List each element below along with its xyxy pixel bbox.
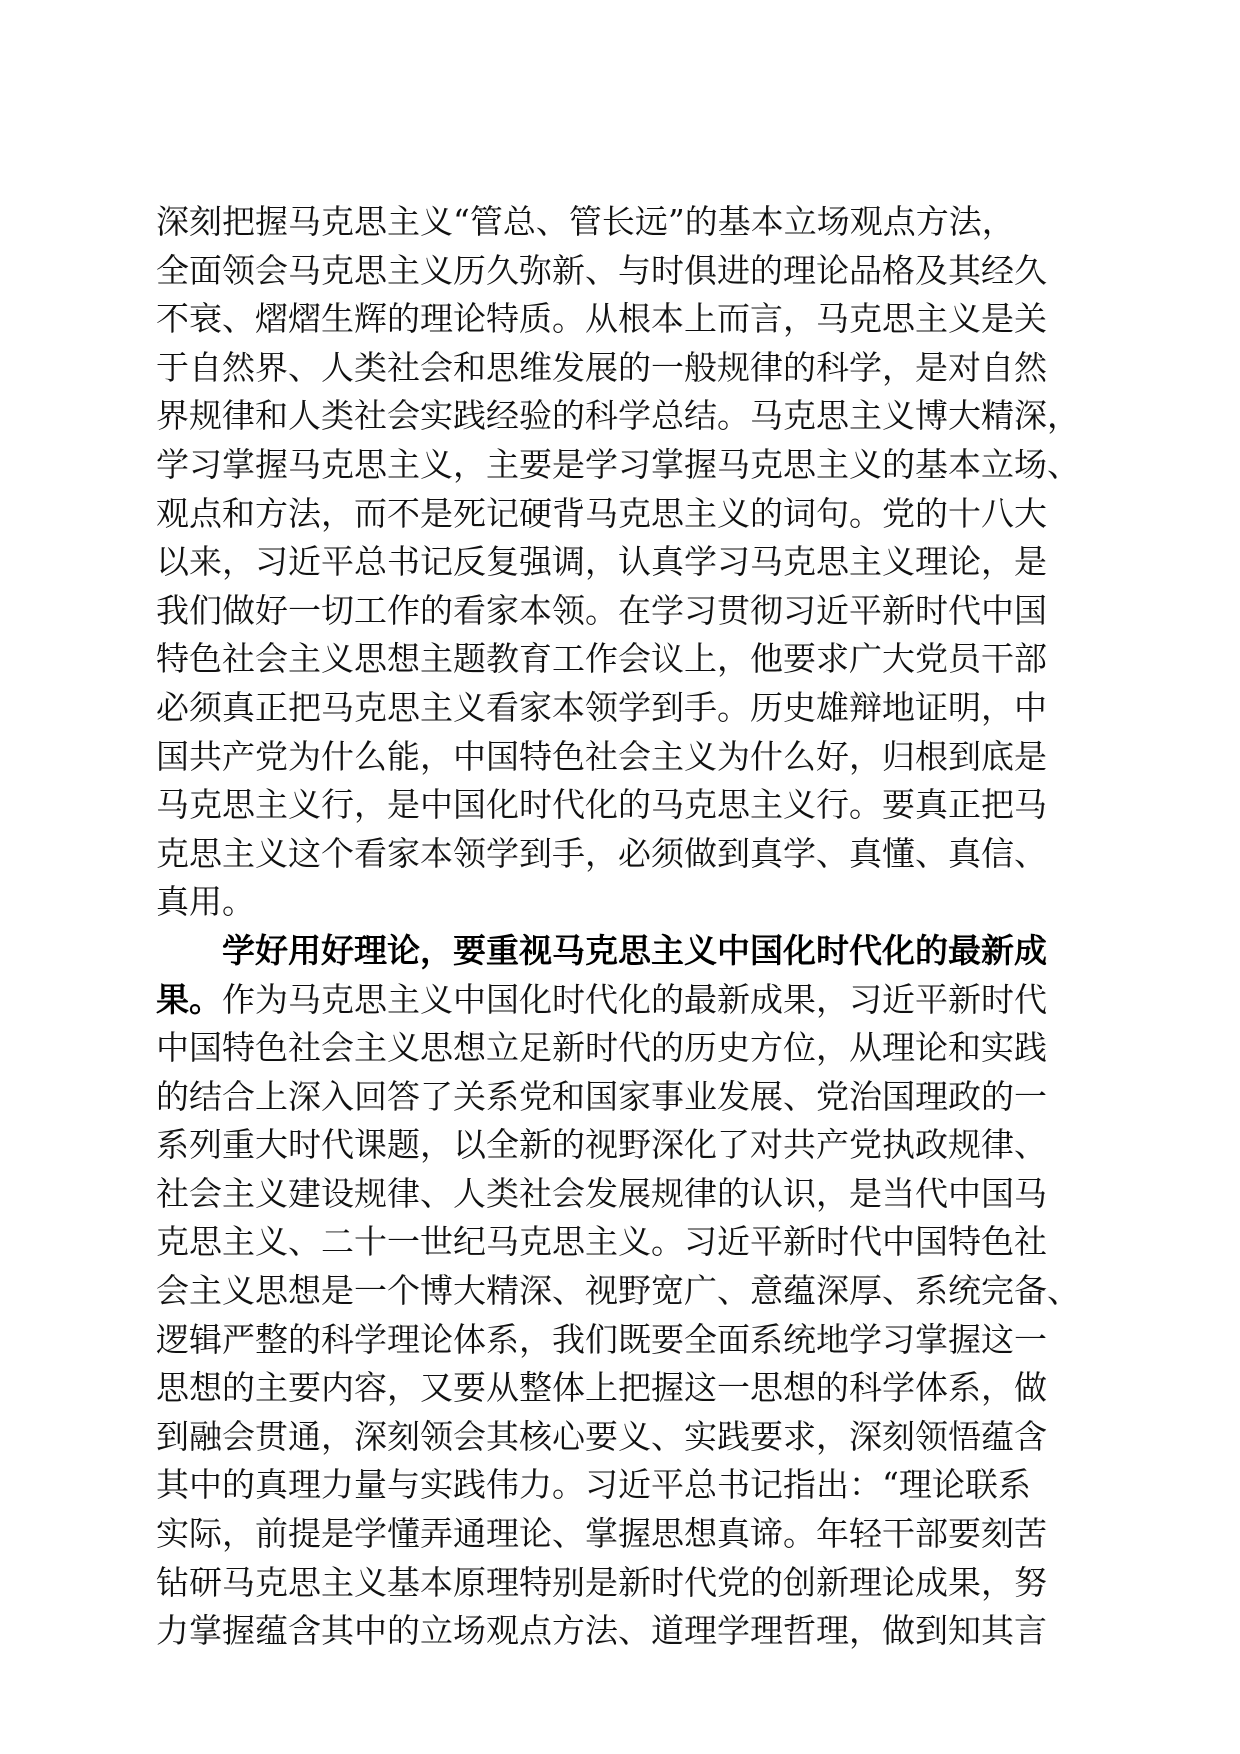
paragraph-heading-end: 果。 <box>156 979 222 1019</box>
text-line: 会主义思想是一个博大精深、视野宽广、意蕴深厚、系统完备、 <box>156 1271 1080 1311</box>
text-line: 其中的真理力量与实践伟力。习近平总书记指出：“理论联系 <box>156 1465 1031 1505</box>
text-line: 以来，习近平总书记反复强调，认真学习马克思主义理论，是 <box>156 542 1047 582</box>
text-line: 马克思主义行，是中国化时代化的马克思主义行。要真正把马 <box>156 785 1047 825</box>
text-line: 于自然界、人类社会和思维发展的一般规律的科学，是对自然 <box>156 347 1047 387</box>
paragraph-heading-line <box>156 927 1086 976</box>
text-line: 的结合上深入回答了关系党和国家事业发展、党治国理政的一 <box>156 1076 1047 1116</box>
text-line: 实际，前提是学懂弄通理论、掌握思想真谛。年轻干部要刻苦 <box>156 1514 1047 1554</box>
text-line: 真用。 <box>156 882 255 922</box>
text-line: 到融会贯通，深刻领会其核心要义、实践要求，深刻领悟蕴含 <box>156 1416 1047 1456</box>
paragraph-heading: 学好用好理论，要重视马克思主义中国化时代化的最新成 <box>222 930 1047 970</box>
text-line: 必须真正把马克思主义看家本领学到手。历史雄辩地证明，中 <box>156 687 1047 727</box>
text-line: 思想的主要内容，又要从整体上把握这一思想的科学体系，做 <box>156 1368 1047 1408</box>
text-line: 克思主义这个看家本领学到手，必须做到真学、真懂、真信、 <box>156 833 1047 873</box>
text-line: 克思主义、二十一世纪马克思主义。习近平新时代中国特色社 <box>156 1222 1047 1262</box>
text-line: 钻研马克思主义基本原理特别是新时代党的创新理论成果，努 <box>156 1562 1047 1602</box>
text-line: 不衰、熠熠生辉的理论特质。从根本上而言，马克思主义是关 <box>156 299 1047 339</box>
text-span: 作为马克思主义中国化时代化的最新成果，习近平新时代 <box>222 979 1047 1019</box>
body-text <box>156 198 1086 1656</box>
text-line: 界规律和人类社会实践经验的科学总结。马克思主义博大精深， <box>156 396 1080 436</box>
text-line: 逻辑严整的科学理论体系，我们既要全面系统地学习掌握这一 <box>156 1319 1047 1359</box>
text-line: 深刻把握马克思主义“管总、管长远”的基本立场观点方法， <box>156 202 1015 241</box>
text-line: 特色社会主义思想主题教育工作会议上，他要求广大党员干部 <box>156 639 1047 679</box>
text-line: 中国特色社会主义思想立足新时代的历史方位，从理论和实践 <box>156 1028 1047 1068</box>
text-line: 学习掌握马克思主义，主要是学习掌握马克思主义的基本立场、 <box>156 444 1080 484</box>
text-line <box>156 976 1086 1025</box>
text-line: 力掌握蕴含其中的立场观点方法、道理学理哲理，做到知其言 <box>156 1611 1047 1651</box>
text-line: 社会主义建设规律、人类社会发展规律的认识，是当代中国马 <box>156 1173 1047 1213</box>
text-line: 系列重大时代课题，以全新的视野深化了对共产党执政规律、 <box>156 1125 1047 1165</box>
text-line: 观点和方法，而不是死记硬背马克思主义的词句。党的十八大 <box>156 493 1047 533</box>
text-line: 我们做好一切工作的看家本领。在学习贯彻习近平新时代中国 <box>156 590 1047 630</box>
text-line: 全面领会马克思主义历久弥新、与时俱进的理论品格及其经久 <box>156 250 1047 290</box>
text-line: 国共产党为什么能，中国特色社会主义为什么好，归根到底是 <box>156 736 1047 776</box>
